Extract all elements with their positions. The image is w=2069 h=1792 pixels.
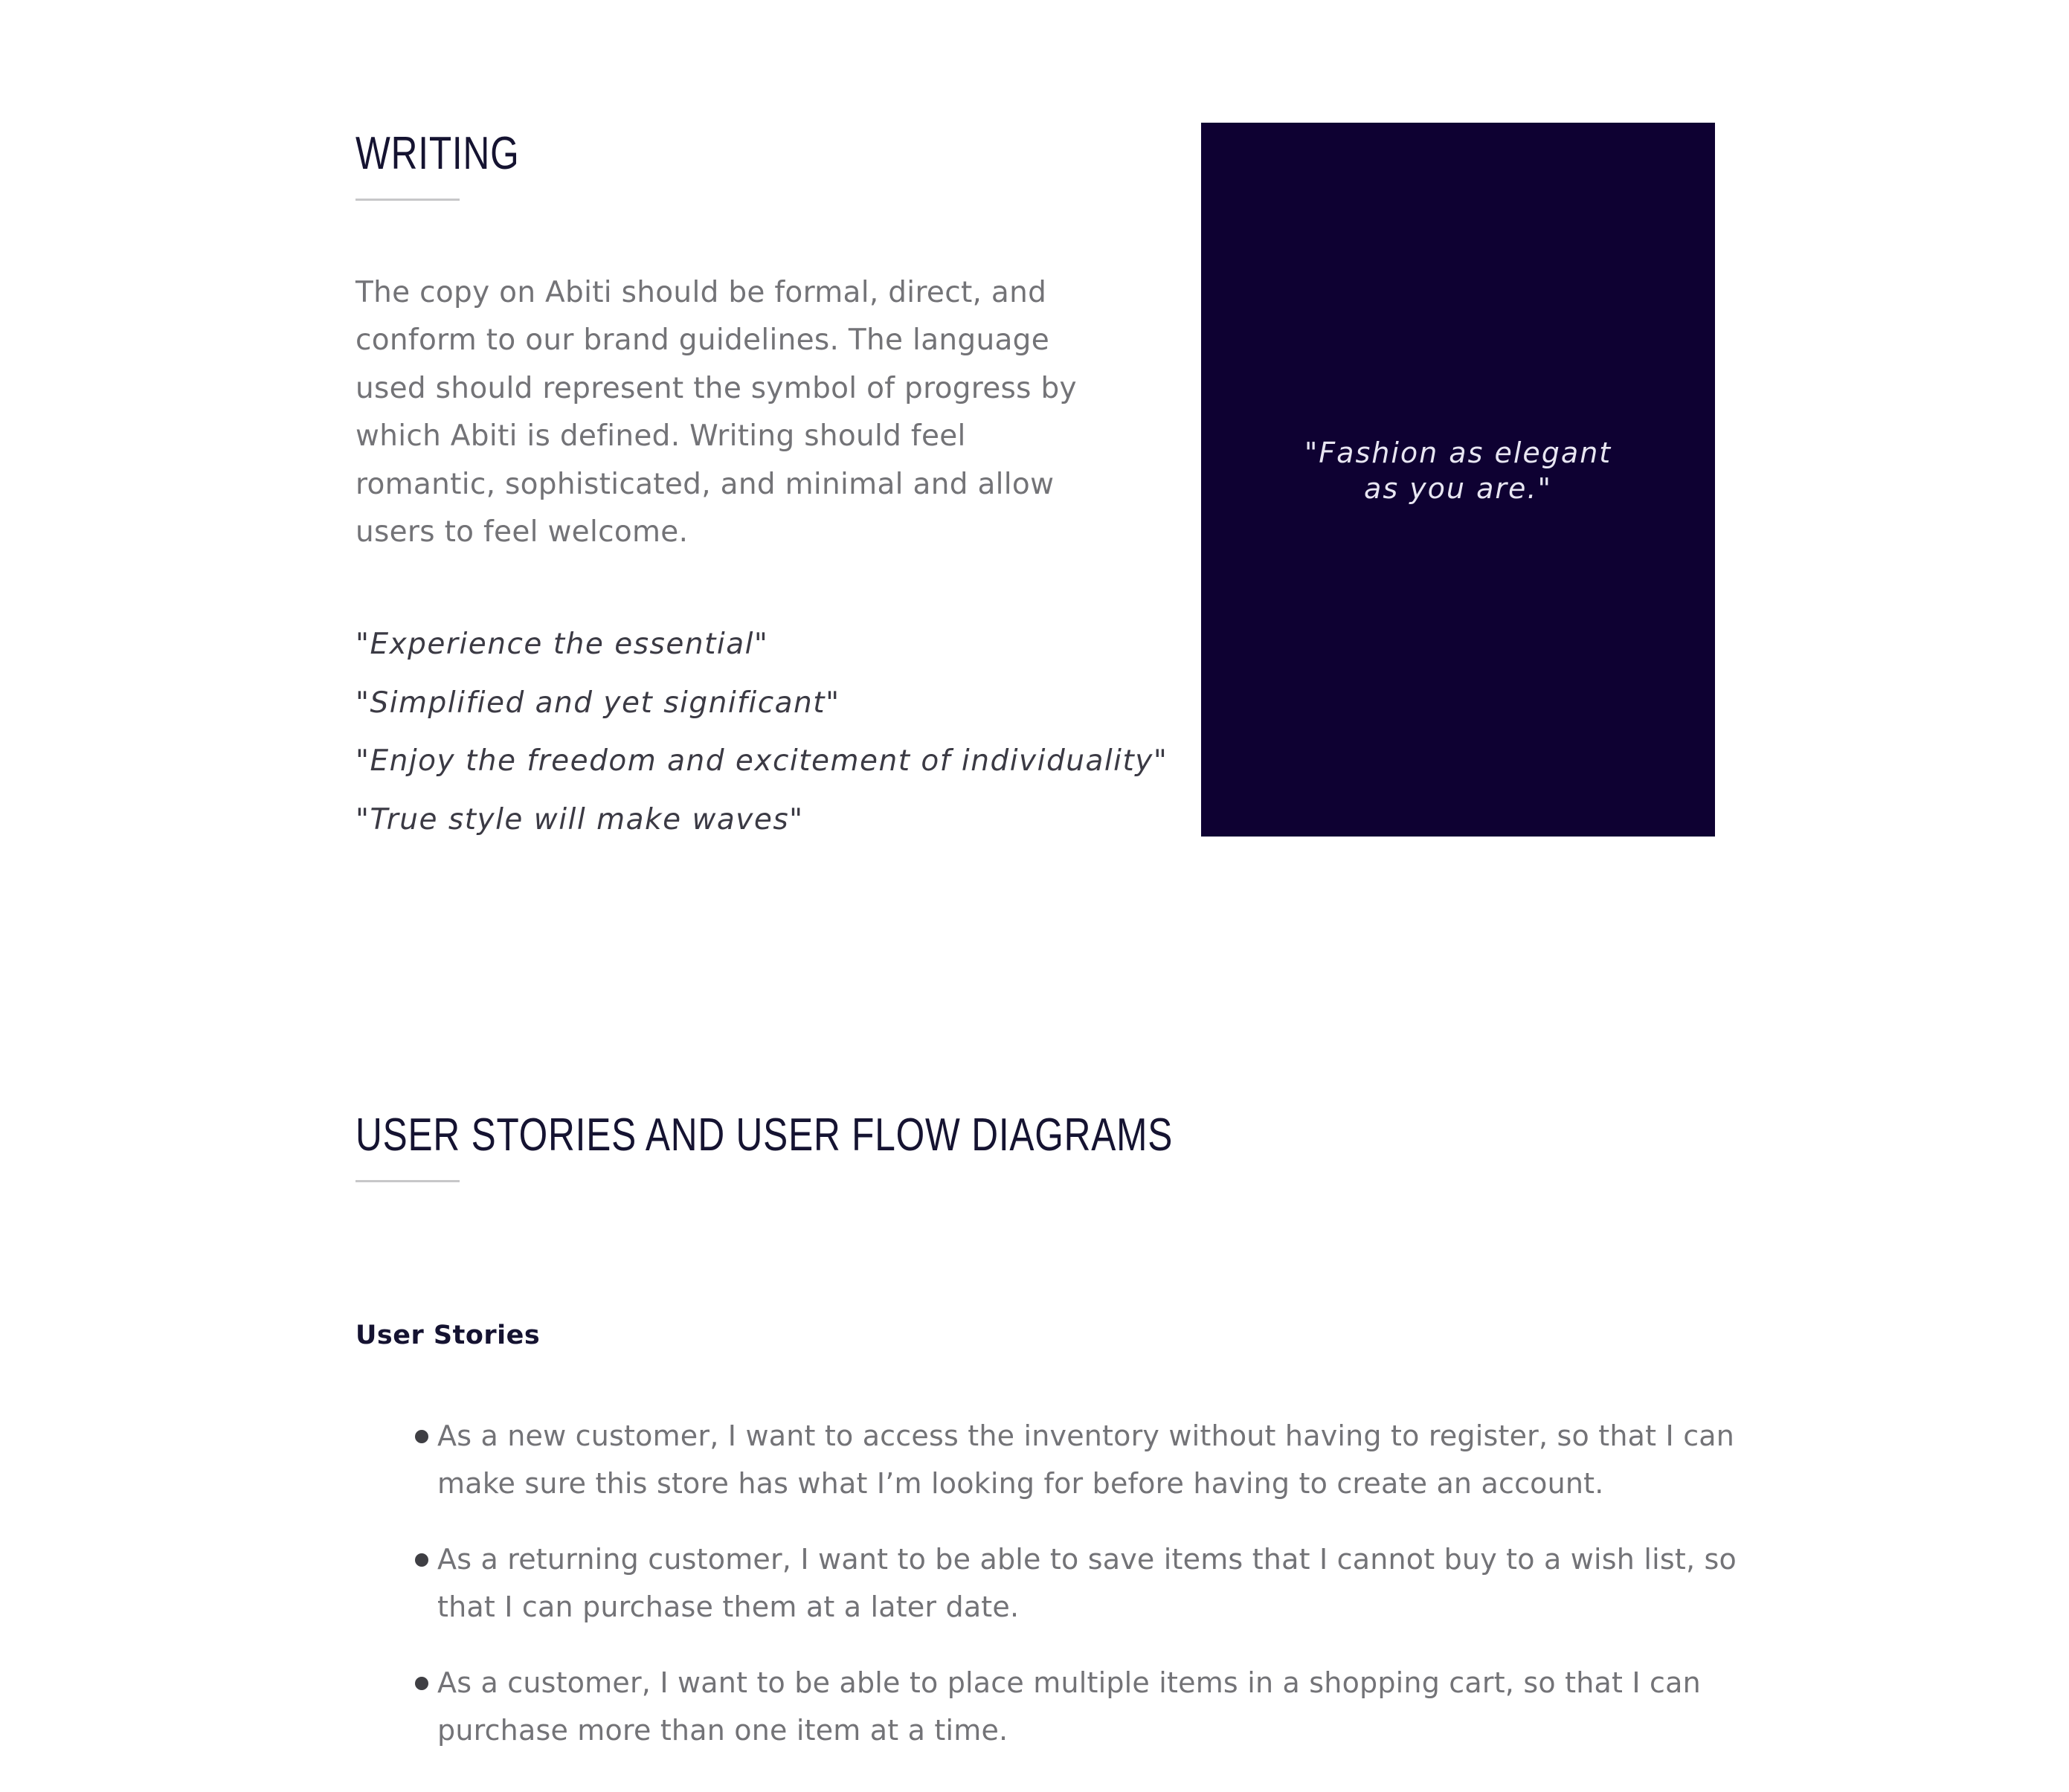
- tagline-item: "Enjoy the freedom and excitement of individuality": [355, 744, 1168, 778]
- user-story-item: [415, 1412, 1739, 1507]
- tagline-item: "Simplified and yet significant": [355, 686, 840, 720]
- user-story-item: [415, 1535, 1739, 1631]
- quote-text: "Fashion as elegant as you are.": [1304, 436, 1612, 505]
- writing-section-title: WRITING: [355, 128, 520, 179]
- user-story-item: [415, 1659, 1739, 1754]
- user-story-text: As a returning customer, I want to be able to save items that I cannot buy to a wish list, so that I can purchase them at a later date.: [437, 1543, 1737, 1623]
- user-stories-title-divider: [355, 1180, 460, 1182]
- user-story-text: As a new customer, I want to access the inventory without having to register, so that I can make sure this store has what I’m looking for before having to create an account.: [437, 1419, 1735, 1500]
- writing-body-text: The copy on Abiti should be formal, direct, and conform to our brand guidelines. The language used should represent the symbol of progress by which Abiti is defined. Writing should feel romantic, sophisticated, and minimal and allow users to feel welcome.: [355, 276, 1077, 549]
- writing-title-divider: [355, 199, 460, 201]
- user-stories-section-title: USER STORIES AND USER FLOW DIAGRAMS: [355, 1109, 1174, 1161]
- bullet-icon: [415, 1430, 428, 1443]
- user-stories-subheading: User Stories: [355, 1321, 541, 1350]
- bullet-icon: [415, 1553, 428, 1567]
- tagline-item: "Experience the essential": [355, 628, 769, 661]
- quote-panel: [1201, 123, 1715, 837]
- tagline-list: [355, 616, 1168, 849]
- user-story-text: As a customer, I want to be able to place multiple items in a shopping cart, so that I can purchase more than one item at a time.: [437, 1666, 1701, 1747]
- user-story-list: [415, 1412, 1739, 1782]
- bullet-icon: [415, 1677, 428, 1690]
- tagline-item: "True style will make waves": [355, 802, 804, 837]
